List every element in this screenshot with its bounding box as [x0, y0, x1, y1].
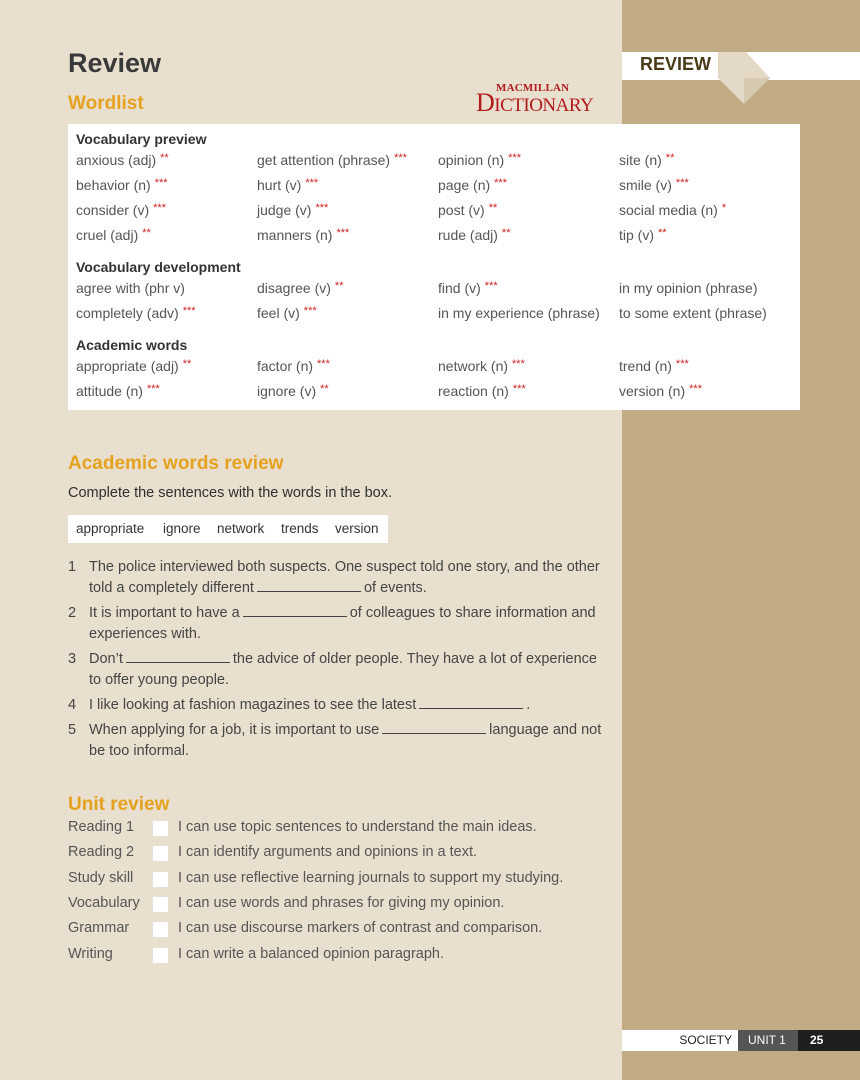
- entry-word: agree with (phr v): [76, 280, 185, 296]
- instruction: Complete the sentences with the words in the box.: [68, 485, 393, 501]
- wordlist-entry: [76, 305, 196, 321]
- wordlist-row: [76, 383, 800, 405]
- ribbon-fold: [718, 52, 778, 108]
- entry-word: get attention (phrase): [257, 152, 391, 168]
- checkbox[interactable]: [152, 947, 169, 964]
- wordlist-entry: [619, 152, 674, 168]
- frequency-stars: **: [658, 227, 667, 239]
- macmillan-dictionary-logo: MACMILLAN DICTIONARY: [476, 82, 594, 117]
- frequency-stars: **: [160, 152, 169, 164]
- sentence-after: the advice of older people. They have a lot of experience to offer young people.: [89, 651, 597, 688]
- page-footer: [622, 1030, 860, 1051]
- sentence-number: 5: [68, 722, 77, 738]
- frequency-stars: ***: [153, 202, 166, 214]
- unit-review-item: [68, 819, 608, 841]
- box-word: appropriate: [76, 521, 145, 536]
- frequency-stars: ***: [675, 358, 689, 370]
- sentence-text: [89, 695, 609, 716]
- answer-blank[interactable]: [382, 721, 486, 734]
- entry-word: to some extent (phrase): [619, 305, 767, 321]
- frequency-stars: ***: [182, 305, 196, 317]
- page-number: 25: [810, 1033, 824, 1047]
- checkbox[interactable]: [152, 921, 169, 938]
- wordlist-entry: [438, 280, 498, 296]
- wordlist-table: [68, 124, 800, 410]
- wordlist-entry: [257, 305, 317, 321]
- unit-review-item: [68, 920, 608, 942]
- can-do-statement: I can use reflective learning journals to support my studying.: [178, 869, 564, 886]
- wordlist-entry: [257, 383, 329, 399]
- frequency-stars: ***: [512, 383, 526, 395]
- frequency-stars: ***: [336, 227, 350, 239]
- sentence-before: When applying for a job, it is important to use: [89, 722, 380, 738]
- unit-review-title: Unit review: [68, 794, 170, 815]
- entry-word: in my experience (phrase): [438, 305, 600, 321]
- wordlist-row: [76, 177, 800, 199]
- entry-word: version (n): [619, 383, 686, 399]
- wordlist-title: Wordlist: [68, 93, 144, 114]
- entry-word: opinion (n): [438, 152, 505, 168]
- sentence-number: 4: [68, 697, 77, 713]
- skill-label: Reading 1: [68, 819, 135, 835]
- frequency-stars: ***: [317, 358, 330, 370]
- wordlist-entry: [257, 152, 407, 168]
- unit-review-item: [68, 946, 608, 968]
- wordlist-entry: [438, 358, 525, 374]
- can-do-statement: I can identify arguments and opinions in a text.: [178, 844, 478, 861]
- wordlist-entry: [438, 227, 510, 243]
- entry-word: attitude (n): [76, 383, 143, 399]
- sentence-before: The police interviewed both suspects. One suspect told one story, and the other told a completely different: [89, 559, 600, 596]
- wordlist-row: [76, 227, 800, 249]
- frequency-stars: ***: [315, 202, 329, 214]
- entry-word: rude (adj): [438, 227, 498, 243]
- sentence-number: 2: [68, 605, 77, 621]
- frequency-stars: ***: [675, 177, 689, 189]
- frequency-stars: ***: [146, 383, 160, 395]
- footer-section: SOCIETY: [679, 1033, 732, 1047]
- entry-word: find (v): [438, 280, 481, 296]
- entry-word: judge (v): [257, 202, 312, 218]
- wordlist-entry: [438, 383, 526, 399]
- can-do-statement: I can use topic sentences to understand the main ideas.: [178, 819, 537, 835]
- answer-blank[interactable]: [126, 650, 230, 663]
- wordlist-entry: [76, 280, 185, 296]
- unit-review-item: [68, 870, 608, 892]
- wordlist-row: [76, 358, 800, 380]
- sentence-before: Don’t: [89, 651, 123, 667]
- sentence-text: [89, 603, 609, 645]
- wordlist-entry: [438, 305, 600, 321]
- frequency-stars: **: [320, 383, 329, 395]
- frequency-stars: ***: [303, 305, 317, 317]
- sentence-after: of colleagues to share information and experiences with.: [89, 605, 596, 642]
- entry-word: cruel (adj): [76, 227, 139, 243]
- entry-word: hurt (v): [257, 177, 302, 193]
- entry-word: tip (v): [619, 227, 654, 243]
- skill-label: Reading 2: [68, 844, 135, 861]
- wordlist-entry: [619, 280, 758, 296]
- page-title: Review: [68, 48, 162, 78]
- wordlist-entry: [257, 227, 349, 243]
- sentence-text: [89, 720, 609, 762]
- frequency-stars: ***: [484, 280, 498, 292]
- wordlist-entry: [257, 280, 343, 296]
- frequency-stars: ***: [154, 177, 168, 189]
- frequency-stars: *: [721, 202, 727, 214]
- wordlist-entry: [438, 177, 507, 193]
- wordlist-entry: [619, 383, 702, 399]
- sentence-after: .: [526, 697, 531, 713]
- wordlist-group-title: Vocabulary development: [76, 259, 241, 275]
- wordlist-entry: [619, 177, 689, 193]
- entry-word: anxious (adj): [76, 152, 157, 168]
- wordlist-entry: [619, 202, 726, 218]
- wordlist-entry: [619, 227, 667, 243]
- entry-word: reaction (n): [438, 383, 509, 399]
- frequency-stars: ***: [512, 358, 525, 370]
- entry-word: ignore (v): [257, 383, 317, 399]
- box-word: ignore: [163, 521, 201, 536]
- sentence-text: [89, 557, 609, 599]
- frequency-stars: **: [501, 227, 511, 239]
- entry-word: manners (n): [257, 227, 333, 243]
- wordlist-entry: [76, 177, 168, 193]
- frequency-stars: ***: [689, 383, 702, 395]
- box-word: network: [217, 521, 265, 536]
- sentence-after: of events.: [363, 580, 427, 596]
- wordlist-row: [76, 202, 800, 224]
- frequency-stars: ***: [494, 177, 507, 189]
- wordlist-entry: [619, 358, 689, 374]
- entry-word: disagree (v): [257, 280, 331, 296]
- wordlist-entry: [438, 152, 521, 168]
- wordlist-entry: [76, 227, 151, 243]
- frequency-stars: **: [665, 152, 675, 164]
- skill-label: Writing: [68, 945, 113, 962]
- skill-label: Study skill: [68, 869, 134, 886]
- entry-word: consider (v): [76, 202, 150, 218]
- frequency-stars: ***: [394, 152, 407, 164]
- answer-blank[interactable]: [419, 696, 523, 709]
- sentence-before: It is important to have a: [89, 605, 240, 621]
- checkbox[interactable]: [152, 820, 169, 837]
- entry-word: site (n): [619, 152, 662, 168]
- wordlist-entry: [76, 383, 160, 399]
- wordlist-entry: [257, 202, 328, 218]
- box-word: trends: [281, 521, 319, 536]
- entry-word: network (n): [438, 358, 509, 374]
- can-do-statement: I can write a balanced opinion paragraph.: [178, 945, 445, 962]
- footer-unit: UNIT 1: [748, 1033, 786, 1047]
- skill-label: Grammar: [68, 920, 130, 937]
- entry-word: in my opinion (phrase): [619, 280, 758, 296]
- checkbox[interactable]: [152, 845, 169, 862]
- sentence-number: 1: [68, 559, 77, 575]
- wordlist-group-title: Academic words: [76, 337, 188, 353]
- sentence-after: language and not be too informal.: [89, 722, 602, 759]
- entry-word: social media (n): [619, 202, 718, 218]
- wordlist-entry: [76, 152, 169, 168]
- wordlist-entry: [76, 202, 166, 218]
- frequency-stars: **: [142, 227, 151, 239]
- wordlist-row: [76, 280, 800, 302]
- review-tab-label: REVIEW: [640, 54, 712, 74]
- can-do-statement: I can use words and phrases for giving my opinion.: [178, 894, 505, 911]
- wordlist-entry: [76, 358, 191, 374]
- entry-word: appropriate (adj): [76, 358, 179, 374]
- unit-review-item: [68, 895, 608, 917]
- entry-word: completely (adv): [76, 305, 179, 321]
- entry-word: trend (n): [619, 358, 672, 374]
- checkbox[interactable]: [152, 871, 169, 888]
- box-word: version: [335, 521, 379, 536]
- entry-word: page (n): [438, 177, 491, 193]
- sentence-text: [89, 649, 609, 691]
- entry-word: behavior (n): [76, 177, 151, 193]
- wordlist-row: [76, 305, 800, 327]
- academic-review-title: Academic words review: [68, 453, 284, 474]
- sentence-before: I like looking at fashion magazines to see the latest: [89, 697, 417, 713]
- entry-word: smile (v): [619, 177, 672, 193]
- frequency-stars: **: [182, 358, 192, 370]
- answer-blank[interactable]: [257, 579, 361, 592]
- sentence-number: 3: [68, 651, 77, 667]
- wordlist-group-title: Vocabulary preview: [76, 131, 207, 147]
- entry-word: post (v): [438, 202, 485, 218]
- wordlist-entry: [257, 358, 330, 374]
- answer-blank[interactable]: [243, 604, 347, 617]
- skill-label: Vocabulary: [68, 894, 140, 911]
- entry-word: feel (v): [257, 305, 300, 321]
- wordlist-entry: [257, 177, 318, 193]
- can-do-statement: I can use discourse markers of contrast and comparison.: [178, 920, 543, 937]
- frequency-stars: ***: [305, 177, 319, 189]
- checkbox[interactable]: [152, 896, 169, 913]
- frequency-stars: ***: [508, 152, 521, 164]
- word-box: [68, 515, 388, 543]
- wordlist-entry: [619, 305, 767, 321]
- frequency-stars: **: [488, 202, 498, 214]
- entry-word: factor (n): [257, 358, 314, 374]
- wordlist-entry: [438, 202, 497, 218]
- frequency-stars: **: [334, 280, 344, 292]
- wordlist-row: [76, 152, 800, 174]
- unit-review-item: [68, 844, 608, 866]
